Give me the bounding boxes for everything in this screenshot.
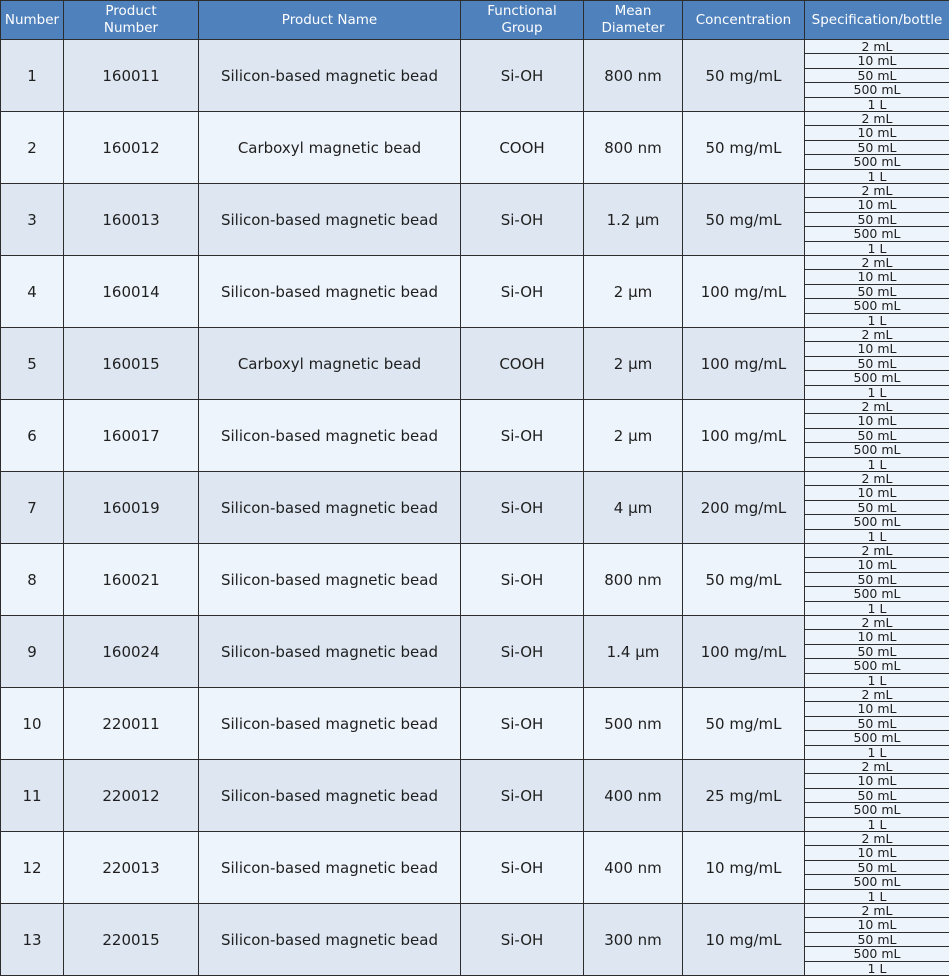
cell-functional-group: Si-OH xyxy=(461,832,584,904)
spec-item: 50 mL xyxy=(805,717,949,731)
spec-item: 500 mL xyxy=(805,803,949,817)
header-specification: Specification/bottle xyxy=(805,1,949,40)
cell-mean-diameter: 800 nm xyxy=(584,544,683,616)
spec-item: 1 L xyxy=(805,890,949,903)
cell-product-name: Silicon-based magnetic bead xyxy=(199,904,461,976)
cell-mean-diameter: 800 nm xyxy=(584,40,683,112)
cell-product-number: 160017 xyxy=(64,400,199,472)
cell-mean-diameter: 2 μm xyxy=(584,400,683,472)
spec-item: 10 mL xyxy=(805,486,949,500)
cell-specification xyxy=(805,760,949,832)
spec-item: 2 mL xyxy=(805,40,949,54)
spec-item: 2 mL xyxy=(805,832,949,846)
spec-item: 500 mL xyxy=(805,875,949,889)
spec-list xyxy=(805,904,949,975)
cell-specification xyxy=(805,256,949,328)
cell-product-number: 220013 xyxy=(64,832,199,904)
cell-product-name: Silicon-based magnetic bead xyxy=(199,688,461,760)
cell-mean-diameter: 400 nm xyxy=(584,832,683,904)
cell-functional-group: Si-OH xyxy=(461,472,584,544)
cell-product-name: Silicon-based magnetic bead xyxy=(199,544,461,616)
table-row xyxy=(1,400,949,472)
spec-item: 500 mL xyxy=(805,371,949,385)
spec-list xyxy=(805,472,949,543)
cell-number: 12 xyxy=(1,832,64,904)
cell-functional-group: Si-OH xyxy=(461,544,584,616)
header-mean-diameter: Mean Diameter xyxy=(584,1,683,40)
cell-product-name: Silicon-based magnetic bead xyxy=(199,472,461,544)
cell-product-number: 160012 xyxy=(64,112,199,184)
spec-list xyxy=(805,112,949,183)
spec-item: 50 mL xyxy=(805,573,949,587)
spec-item: 10 mL xyxy=(805,630,949,644)
spec-item: 500 mL xyxy=(805,227,949,241)
cell-product-number: 160014 xyxy=(64,256,199,328)
cell-product-number: 220012 xyxy=(64,760,199,832)
spec-item: 50 mL xyxy=(805,645,949,659)
cell-product-name: Silicon-based magnetic bead xyxy=(199,832,461,904)
table-row xyxy=(1,328,949,400)
cell-mean-diameter: 2 μm xyxy=(584,328,683,400)
cell-number: 1 xyxy=(1,40,64,112)
cell-concentration: 10 mg/mL xyxy=(683,904,805,976)
cell-concentration: 50 mg/mL xyxy=(683,112,805,184)
spec-item: 1 L xyxy=(805,602,949,615)
cell-mean-diameter: 2 μm xyxy=(584,256,683,328)
cell-product-name: Silicon-based magnetic bead xyxy=(199,184,461,256)
cell-product-number: 160024 xyxy=(64,616,199,688)
cell-number: 10 xyxy=(1,688,64,760)
spec-item: 50 mL xyxy=(805,69,949,83)
spec-item: 1 L xyxy=(805,386,949,399)
cell-specification xyxy=(805,400,949,472)
cell-specification xyxy=(805,904,949,976)
cell-product-number: 160021 xyxy=(64,544,199,616)
cell-number: 8 xyxy=(1,544,64,616)
spec-item: 50 mL xyxy=(805,141,949,155)
spec-item: 1 L xyxy=(805,818,949,831)
cell-number: 3 xyxy=(1,184,64,256)
spec-item: 10 mL xyxy=(805,270,949,284)
cell-product-name: Silicon-based magnetic bead xyxy=(199,760,461,832)
spec-item: 10 mL xyxy=(805,126,949,140)
cell-product-number: 220015 xyxy=(64,904,199,976)
spec-item: 500 mL xyxy=(805,947,949,961)
header-number: Number xyxy=(1,1,64,40)
cell-number: 7 xyxy=(1,472,64,544)
table-row xyxy=(1,472,949,544)
cell-specification xyxy=(805,472,949,544)
cell-mean-diameter: 800 nm xyxy=(584,112,683,184)
spec-item: 1 L xyxy=(805,170,949,183)
cell-concentration: 25 mg/mL xyxy=(683,760,805,832)
table-header xyxy=(1,1,949,40)
spec-list xyxy=(805,256,949,327)
cell-specification xyxy=(805,328,949,400)
cell-functional-group: Si-OH xyxy=(461,616,584,688)
spec-item: 50 mL xyxy=(805,213,949,227)
spec-item: 2 mL xyxy=(805,472,949,486)
spec-item: 2 mL xyxy=(805,904,949,918)
cell-concentration: 100 mg/mL xyxy=(683,400,805,472)
spec-item: 1 L xyxy=(805,458,949,471)
table-row xyxy=(1,904,949,976)
table-body xyxy=(1,40,949,976)
cell-number: 5 xyxy=(1,328,64,400)
cell-specification xyxy=(805,184,949,256)
cell-specification xyxy=(805,616,949,688)
spec-item: 2 mL xyxy=(805,688,949,702)
spec-list xyxy=(805,616,949,687)
cell-specification xyxy=(805,688,949,760)
cell-functional-group: Si-OH xyxy=(461,400,584,472)
spec-item: 2 mL xyxy=(805,184,949,198)
cell-product-number: 160011 xyxy=(64,40,199,112)
cell-concentration: 10 mg/mL xyxy=(683,832,805,904)
table-row xyxy=(1,184,949,256)
cell-functional-group: Si-OH xyxy=(461,760,584,832)
cell-concentration: 50 mg/mL xyxy=(683,688,805,760)
spec-item: 10 mL xyxy=(805,54,949,68)
spec-item: 500 mL xyxy=(805,443,949,457)
spec-item: 500 mL xyxy=(805,83,949,97)
spec-item: 500 mL xyxy=(805,731,949,745)
spec-item: 10 mL xyxy=(805,198,949,212)
table-row xyxy=(1,832,949,904)
spec-item: 500 mL xyxy=(805,155,949,169)
spec-list xyxy=(805,688,949,759)
spec-item: 10 mL xyxy=(805,342,949,356)
spec-item: 50 mL xyxy=(805,501,949,515)
cell-concentration: 50 mg/mL xyxy=(683,544,805,616)
cell-functional-group: COOH xyxy=(461,328,584,400)
spec-list xyxy=(805,40,949,111)
cell-specification xyxy=(805,112,949,184)
spec-item: 1 L xyxy=(805,962,949,975)
cell-concentration: 100 mg/mL xyxy=(683,616,805,688)
cell-number: 2 xyxy=(1,112,64,184)
spec-item: 1 L xyxy=(805,242,949,255)
cell-specification xyxy=(805,544,949,616)
spec-item: 10 mL xyxy=(805,414,949,428)
spec-list xyxy=(805,832,949,903)
spec-item: 10 mL xyxy=(805,774,949,788)
spec-item: 10 mL xyxy=(805,702,949,716)
spec-item: 500 mL xyxy=(805,659,949,673)
cell-product-number: 160013 xyxy=(64,184,199,256)
cell-product-name: Silicon-based magnetic bead xyxy=(199,256,461,328)
spec-list xyxy=(805,760,949,831)
cell-concentration: 100 mg/mL xyxy=(683,256,805,328)
spec-list xyxy=(805,544,949,615)
header-product-number: Product Number xyxy=(64,1,199,40)
spec-list xyxy=(805,400,949,471)
table-row xyxy=(1,616,949,688)
spec-item: 1 L xyxy=(805,98,949,111)
cell-mean-diameter: 300 nm xyxy=(584,904,683,976)
cell-concentration: 200 mg/mL xyxy=(683,472,805,544)
cell-number: 13 xyxy=(1,904,64,976)
spec-item: 50 mL xyxy=(805,933,949,947)
spec-item: 10 mL xyxy=(805,558,949,572)
table-row xyxy=(1,40,949,112)
cell-mean-diameter: 1.2 μm xyxy=(584,184,683,256)
spec-item: 500 mL xyxy=(805,515,949,529)
spec-item: 50 mL xyxy=(805,429,949,443)
header-concentration: Concentration xyxy=(683,1,805,40)
cell-concentration: 50 mg/mL xyxy=(683,184,805,256)
cell-functional-group: Si-OH xyxy=(461,688,584,760)
cell-product-number: 160015 xyxy=(64,328,199,400)
cell-number: 11 xyxy=(1,760,64,832)
cell-mean-diameter: 500 nm xyxy=(584,688,683,760)
table-row xyxy=(1,688,949,760)
spec-item: 50 mL xyxy=(805,861,949,875)
cell-concentration: 100 mg/mL xyxy=(683,328,805,400)
cell-number: 6 xyxy=(1,400,64,472)
cell-product-name: Silicon-based magnetic bead xyxy=(199,616,461,688)
cell-number: 4 xyxy=(1,256,64,328)
cell-functional-group: COOH xyxy=(461,112,584,184)
cell-product-number: 160019 xyxy=(64,472,199,544)
spec-item: 10 mL xyxy=(805,846,949,860)
table-row xyxy=(1,544,949,616)
spec-item: 1 L xyxy=(805,674,949,687)
spec-list xyxy=(805,328,949,399)
spec-item: 1 L xyxy=(805,746,949,759)
spec-item: 50 mL xyxy=(805,789,949,803)
spec-item: 2 mL xyxy=(805,256,949,270)
cell-product-name: Silicon-based magnetic bead xyxy=(199,40,461,112)
cell-mean-diameter: 1.4 μm xyxy=(584,616,683,688)
cell-product-name: Silicon-based magnetic bead xyxy=(199,400,461,472)
spec-item: 1 L xyxy=(805,530,949,543)
cell-functional-group: Si-OH xyxy=(461,904,584,976)
spec-item: 2 mL xyxy=(805,328,949,342)
table-row xyxy=(1,760,949,832)
spec-item: 500 mL xyxy=(805,587,949,601)
table-row xyxy=(1,256,949,328)
spec-item: 2 mL xyxy=(805,112,949,126)
cell-product-name: Carboxyl magnetic bead xyxy=(199,112,461,184)
header-product-name: Product Name xyxy=(199,1,461,40)
header-functional-group: Functional Group xyxy=(461,1,584,40)
spec-item: 10 mL xyxy=(805,918,949,932)
spec-item: 50 mL xyxy=(805,357,949,371)
spec-item: 2 mL xyxy=(805,760,949,774)
spec-list xyxy=(805,184,949,255)
cell-concentration: 50 mg/mL xyxy=(683,40,805,112)
spec-item: 2 mL xyxy=(805,544,949,558)
spec-item: 1 L xyxy=(805,314,949,327)
cell-mean-diameter: 400 nm xyxy=(584,760,683,832)
spec-item: 500 mL xyxy=(805,299,949,313)
cell-product-name: Carboxyl magnetic bead xyxy=(199,328,461,400)
cell-functional-group: Si-OH xyxy=(461,256,584,328)
cell-mean-diameter: 4 μm xyxy=(584,472,683,544)
cell-number: 9 xyxy=(1,616,64,688)
cell-product-number: 220011 xyxy=(64,688,199,760)
header-row xyxy=(1,1,949,40)
spec-item: 2 mL xyxy=(805,616,949,630)
cell-functional-group: Si-OH xyxy=(461,40,584,112)
spec-item: 2 mL xyxy=(805,400,949,414)
cell-specification xyxy=(805,832,949,904)
spec-item: 50 mL xyxy=(805,285,949,299)
cell-functional-group: Si-OH xyxy=(461,184,584,256)
cell-specification xyxy=(805,40,949,112)
table-row xyxy=(1,112,949,184)
